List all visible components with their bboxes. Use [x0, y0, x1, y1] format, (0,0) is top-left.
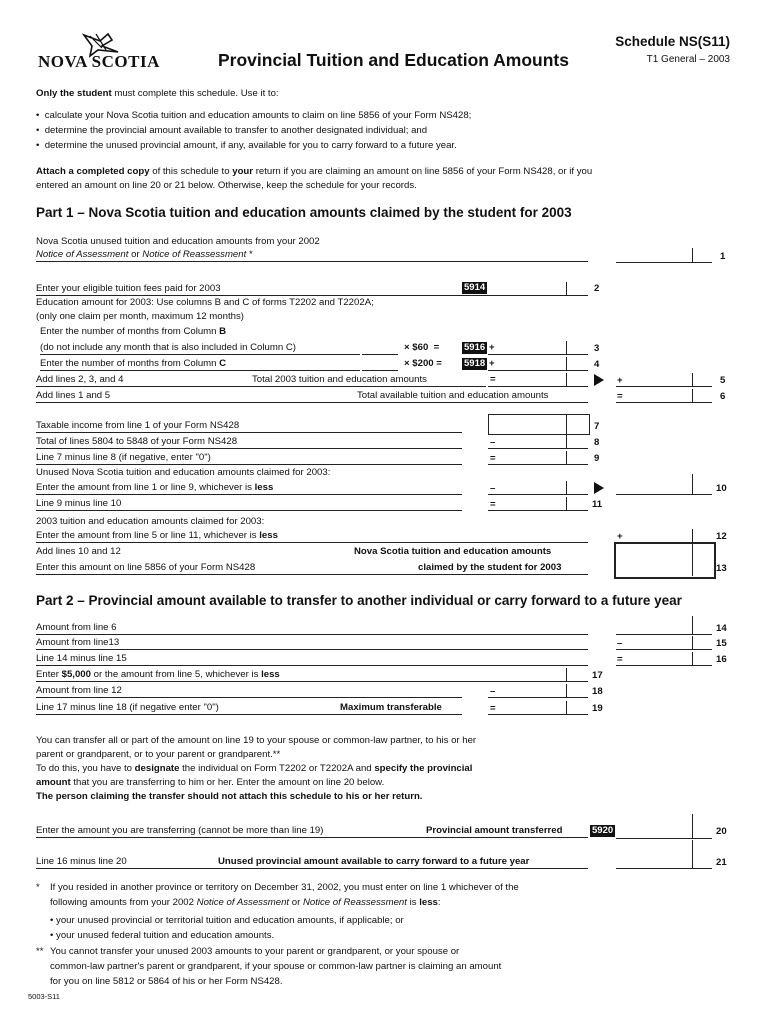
intro-bullet-2: • determine the provincial amount available to transfer to another designated individual; and	[36, 125, 428, 136]
plus-3: +	[489, 342, 495, 353]
line15-number: 15	[716, 638, 727, 649]
part2-heading: Part 2 – Provincial amount available to transfer to another individual or carry forward to a future year	[36, 593, 682, 608]
line18-number: 18	[592, 686, 603, 697]
line12-label-b: Enter the amount from line 5 or line 11, whichever is less	[36, 530, 588, 543]
line10-label-a: Unused Nova Scotia tuition and education amounts claimed for 2003:	[36, 467, 331, 478]
line4-label: Enter the number of months from Column C	[40, 358, 360, 371]
equals-19: =	[490, 703, 496, 714]
arrow-icon	[594, 374, 604, 386]
footnote-1b: following amounts from your 2002 Notice of Assessment or Notice of Reassessment is less:	[50, 897, 441, 908]
line6-label: Add lines 1 and 5	[36, 390, 588, 403]
line18-input[interactable]	[488, 684, 588, 698]
line19-number: 19	[592, 703, 603, 714]
line15-input[interactable]	[616, 636, 712, 650]
line21-number: 21	[716, 857, 727, 868]
transfer-para-5: The person claiming the transfer should not attach this schedule to his or her return.	[36, 791, 423, 802]
equals-16: =	[617, 654, 623, 665]
line2-number: 2	[594, 283, 600, 294]
part1-heading: Part 1 – Nova Scotia tuition and education amounts claimed by the student for 2003	[36, 205, 572, 220]
minus-8: –	[490, 437, 496, 448]
line1-input[interactable]	[616, 248, 712, 263]
line17-input[interactable]	[488, 668, 588, 682]
line1-label-a: Nova Scotia unused tuition and education amounts from your 2002	[36, 236, 320, 247]
minus-18: –	[490, 686, 496, 697]
times-200: × $200 =	[404, 358, 442, 369]
arrow-icon	[594, 482, 604, 494]
line1-label-b: Notice of Assessment or Notice of Reassessment *	[36, 249, 588, 262]
line9-input[interactable]	[488, 451, 588, 465]
line14-input[interactable]	[616, 621, 712, 635]
line13-label-a: Add lines 10 and 12	[36, 546, 121, 557]
footnote-bullet-1: • your unused provincial or territorial tuition and education amounts, if applicable; or	[50, 915, 404, 926]
footnote-2c: for you on line 5812 or 5864 of his or her Form NS428.	[50, 976, 283, 987]
line3-label-a: Education amount for 2003: Use columns B and C of forms T2202 and T2202A;	[36, 297, 374, 308]
line13-number: 13	[716, 563, 727, 574]
intro-bullet-3: • determine the unused provincial amount, if any, available for you to carry forward to a future year.	[36, 140, 457, 151]
transfer-para-2: parent or grandparent, or to your parent or grandparent.**	[36, 749, 281, 760]
line5-number: 5	[720, 375, 726, 386]
line21-input[interactable]	[616, 840, 712, 869]
line20-label: Enter the amount you are transferring (cannot be more than line 19)	[36, 825, 588, 838]
page-title: Provincial Tuition and Education Amounts	[218, 50, 569, 70]
schedule-label: Schedule NS(S11)	[615, 34, 730, 49]
line10-input[interactable]	[616, 474, 712, 495]
transfer-para-1: You can transfer all or part of the amount on line 19 to your spouse or common-law partner, to his or her	[36, 735, 477, 746]
footnote-bullet-2: • your unused federal tuition and education amounts.	[50, 930, 275, 941]
equals-11: =	[490, 499, 496, 510]
line8-input[interactable]	[488, 435, 588, 449]
months-b-input[interactable]	[362, 341, 398, 355]
line12-label-a: 2003 tuition and education amounts claimed for 2003:	[36, 516, 265, 527]
months-c-input[interactable]	[362, 357, 398, 371]
footnote-2a: You cannot transfer your unused 2003 amounts to your parent or grandparent, or your spouse or	[50, 946, 460, 957]
plus-12: +	[617, 531, 623, 542]
line19-label: Line 17 minus line 18 (if negative enter "0")	[36, 702, 462, 715]
plus-4: +	[489, 358, 495, 369]
intro-line: Only the student must complete this schedule. Use it to:	[36, 88, 279, 99]
line11-input[interactable]	[488, 497, 588, 511]
footnote-dstar: **	[36, 946, 44, 957]
line15-label: Amount from line13	[36, 637, 588, 650]
attach-note-1: Attach a completed copy of this schedule to your return if you are claiming an amount on line 5856 of your Form NS428, or if you	[36, 166, 593, 177]
line20-input[interactable]	[616, 814, 712, 839]
code-5916: 5916	[464, 342, 486, 353]
line19-input[interactable]	[488, 701, 588, 715]
line11-label: Line 9 minus line 10	[36, 498, 462, 511]
intro-bullet-1: • calculate your Nova Scotia tuition and education amounts to claim on line 5856 of your Form NS428;	[36, 110, 472, 121]
line10-label-b: Enter the amount from line 1 or line 9, whichever is less	[36, 482, 462, 495]
footnote-1a: If you resided in another province or territory on December 31, 2002, you must enter on line 1 whichever of the	[50, 882, 519, 893]
line7-input[interactable]	[488, 414, 590, 435]
line11-number: 11	[592, 499, 603, 510]
line2-label: Enter your eligible tuition fees paid for 2003	[36, 283, 576, 296]
nova-scotia-logo	[38, 30, 162, 70]
line13-label-d: claimed by the student for 2003	[418, 562, 562, 573]
line7-number: 7	[594, 421, 600, 432]
line1-number: 1	[720, 251, 726, 262]
transfer-para-3: To do this, you have to designate the individual on Form T2202 or T2202A and specify the provincial	[36, 763, 473, 774]
line3-label-d: (do not include any month that is also included in Column C)	[40, 342, 360, 355]
minus-10: –	[490, 483, 496, 494]
line16-label: Line 14 minus line 15	[36, 653, 588, 666]
footnote-star: *	[36, 882, 40, 893]
line14-number: 14	[716, 623, 727, 634]
line14-label: Amount from line 6	[36, 622, 588, 635]
line16-number: 16	[716, 654, 727, 665]
equals-9: =	[490, 453, 496, 464]
equals-6: =	[617, 391, 623, 402]
line5-label-b: Total 2003 tuition and education amounts	[252, 374, 427, 385]
line6-input[interactable]	[616, 389, 712, 403]
minus-15: –	[617, 638, 623, 649]
line4-number: 4	[594, 359, 600, 370]
line13-label-b: Enter this amount on line 5856 of your Form NS428	[36, 562, 588, 575]
line9-number: 9	[594, 453, 600, 464]
attach-note-2: entered an amount on line 20 or 21 below. Otherwise, keep the schedule for your records.	[36, 180, 417, 191]
line10-number: 10	[716, 483, 727, 494]
line13-label-c: Nova Scotia tuition and education amounts	[354, 546, 552, 557]
line3-input[interactable]	[488, 341, 588, 355]
line21-label: Line 16 minus line 20	[36, 856, 588, 869]
code-5918: 5918	[464, 358, 486, 369]
line8-number: 8	[594, 437, 600, 448]
line3-label-c: Enter the number of months from Column B	[40, 326, 227, 337]
line13-input[interactable]	[614, 542, 716, 579]
plus-5: +	[617, 375, 623, 386]
line9-label: Line 7 minus line 8 (if negative, enter "0")	[36, 452, 462, 465]
line4-input[interactable]	[488, 357, 588, 371]
line12-number: 12	[716, 531, 727, 542]
logo-text: NOVA SCOTIA	[38, 52, 160, 71]
footnote-2b: common-law partner's parent or grandparent, if your spouse or common-law partner is claiming an amount	[50, 961, 502, 972]
code-5914: 5914	[464, 282, 486, 293]
line20-number: 20	[716, 826, 727, 837]
form-code: 5003-S11	[28, 992, 60, 1001]
line5-input[interactable]	[616, 373, 712, 387]
line6-number: 6	[720, 391, 726, 402]
line16-input[interactable]	[616, 652, 712, 666]
line17-label: Enter $5,000 or the amount from line 5, whichever is less	[36, 669, 588, 682]
line5-subtotal[interactable]	[488, 373, 588, 387]
line3-number: 3	[594, 343, 600, 354]
line6-label-b: Total available tuition and education amounts	[357, 390, 549, 401]
line18-label: Amount from line 12	[36, 685, 462, 698]
form-subtitle: T1 General – 2003	[646, 54, 730, 65]
line3-label-b: (only one claim per month, maximum 12 months)	[36, 311, 244, 322]
line17-number: 17	[592, 670, 603, 681]
transfer-para-4: amount that you are transferring to him or her. Enter the amount on line 20 below.	[36, 777, 385, 788]
line5-label: Add lines 2, 3, and 4	[36, 374, 486, 387]
line8-label: Total of lines 5804 to 5848 of your Form NS428	[36, 436, 462, 449]
line10-sub[interactable]	[488, 481, 588, 495]
line7-label: Taxable income from line 1 of your Form NS428	[36, 420, 462, 433]
line2-input[interactable]	[488, 282, 588, 296]
code-5920: 5920	[592, 825, 614, 836]
equals-5: =	[490, 374, 496, 385]
times-60: × $60 =	[404, 342, 440, 353]
line12-input[interactable]	[616, 529, 712, 543]
line20-label-b: Provincial amount transferred	[426, 825, 563, 836]
line21-label-b: Unused provincial amount available to carry forward to a future year	[218, 856, 530, 867]
line19-label-b: Maximum transferable	[340, 702, 442, 713]
